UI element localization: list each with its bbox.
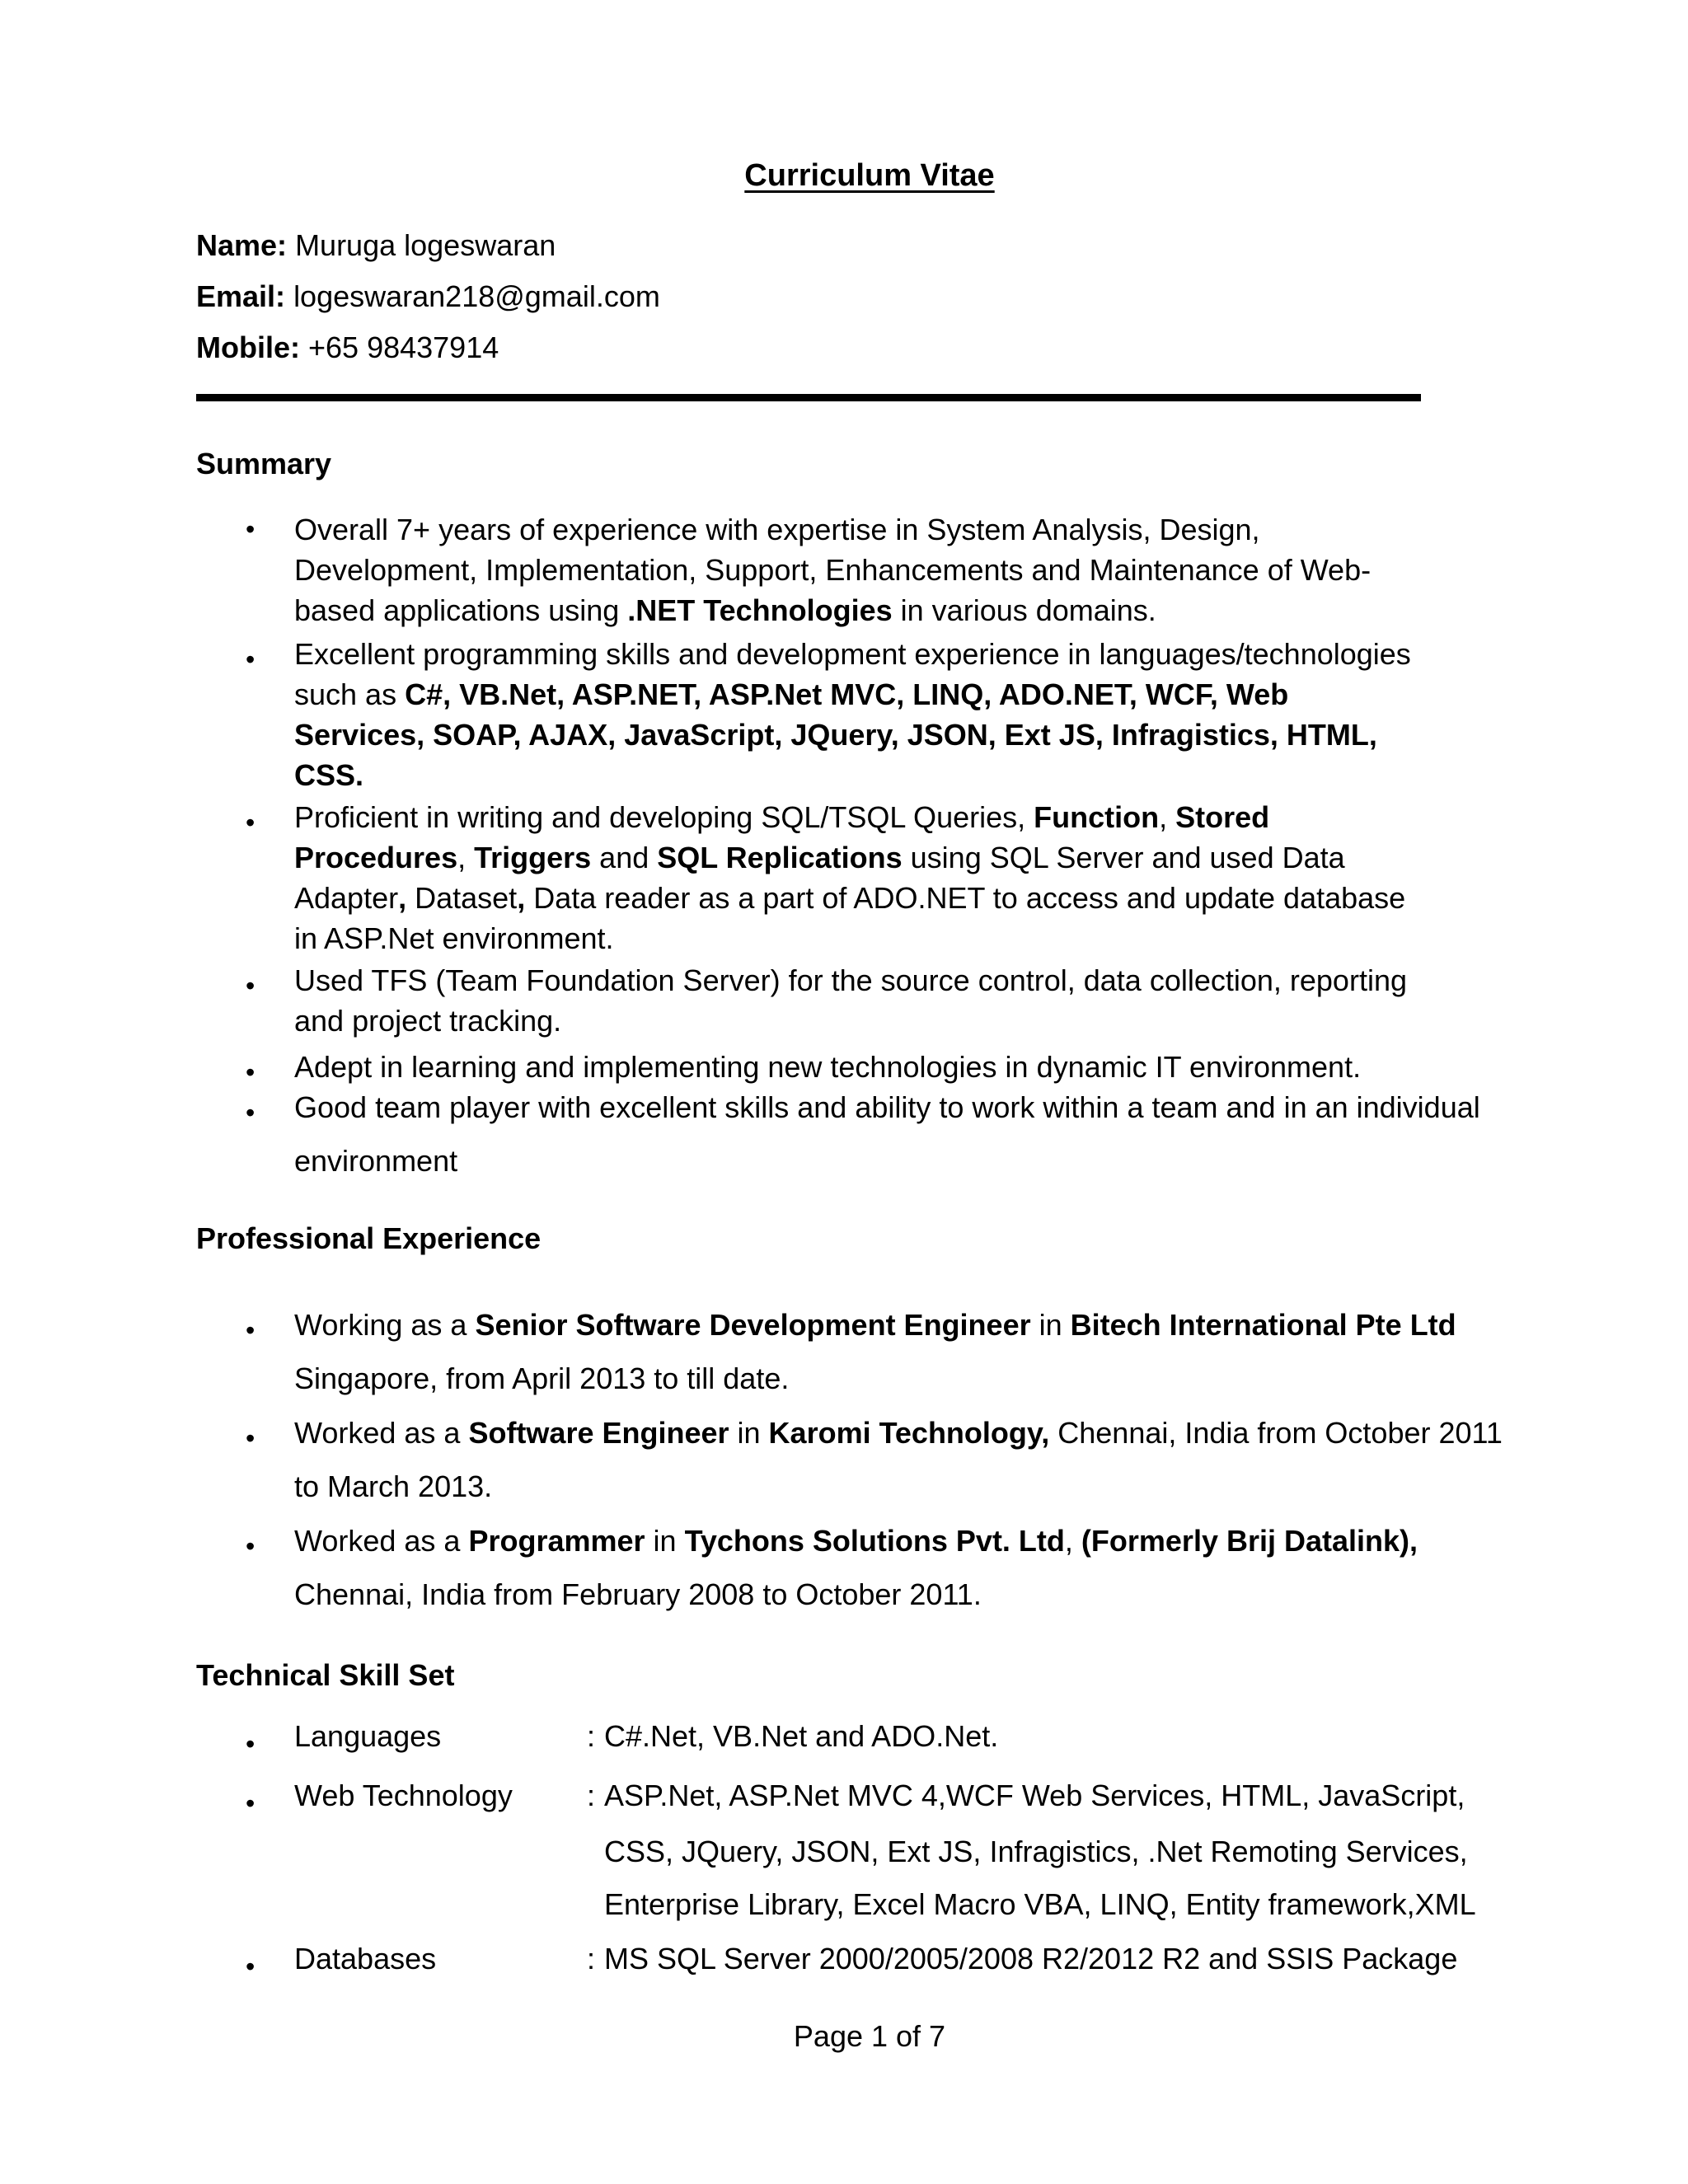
bullet-icon: • bbox=[246, 971, 256, 1001]
skill-value-web-line3: Enterprise Library, Excel Macro VBA, LINQ, Entity framework,XML bbox=[604, 1887, 1476, 1921]
summary-item-sql: Proficient in writing and developing SQL/TSQL Queries, Function, Stored Procedures, Triggers and SQL Replications using SQL Server and used Data Adapter, Dataset, Data reader as a part of ADO.NET to access and update database in ASP.Net environment. bbox=[294, 800, 1406, 955]
summary-item-tfs: Used TFS (Team Foundation Server) for the source control, data collection, reporting and project tracking. bbox=[294, 963, 1407, 1038]
skills-heading: Technical Skill Set bbox=[196, 1658, 455, 1692]
email-value: logeswaran218@gmail.com bbox=[293, 279, 660, 313]
skill-label-languages: Languages bbox=[294, 1719, 442, 1753]
contact-name bbox=[196, 227, 556, 264]
page-number: Page 1 of 7 bbox=[793, 2019, 946, 2053]
summary-item-learning: Adept in learning and implementing new technologies in dynamic IT environment. bbox=[294, 1050, 1362, 1084]
bullet-icon: • bbox=[246, 514, 256, 544]
bullet-icon: • bbox=[246, 1531, 256, 1561]
bullet-icon: • bbox=[246, 1788, 256, 1818]
skill-value-web-line1: ASP.Net, ASP.Net MVC 4,WCF Web Services, HTML, JavaScript, bbox=[604, 1779, 1465, 1812]
skill-label-databases: Databases bbox=[294, 1942, 437, 1975]
skill-value-languages: C#.Net, VB.Net and ADO.Net. bbox=[604, 1719, 999, 1753]
mobile-value: +65 98437914 bbox=[308, 330, 499, 364]
skill-value-web-line2: CSS, JQuery, JSON, Ext JS, Infragistics, .Net Remoting Services, bbox=[604, 1835, 1468, 1868]
bullet-icon: • bbox=[246, 1315, 256, 1345]
name-value: Muruga logeswaran bbox=[295, 228, 556, 262]
page-title: Curriculum Vitae bbox=[744, 158, 995, 193]
experience-item-bitech: Working as a Senior Software Development Engineer in Bitech International Pte Ltd Singapore, from April 2013 to till date. bbox=[294, 1308, 1456, 1395]
skill-colon: : bbox=[587, 1942, 596, 1975]
name-label: Name: bbox=[196, 228, 288, 262]
skill-value-databases: MS SQL Server 2000/2005/2008 R2/2012 R2 and SSIS Package bbox=[604, 1942, 1458, 1975]
summary-item-experience: Overall 7+ years of experience with expertise in System Analysis, Design, Development, Implementation, Support, Enhancements and Maintenance of Web- based applications using .NET Technologies in various domains. bbox=[294, 513, 1372, 627]
summary-heading: Summary bbox=[196, 447, 332, 480]
contact-mobile bbox=[196, 330, 499, 366]
bullet-icon: • bbox=[246, 1952, 256, 1981]
experience-item-karomi: Worked as a Software Engineer in Karomi Technology, Chennai, India from October 2011 to March 2013. bbox=[294, 1416, 1503, 1503]
email-label: Email: bbox=[196, 279, 286, 313]
experience-item-tychons: Worked as a Programmer in Tychons Solutions Pvt. Ltd, (Formerly Brij Datalink), Chennai, India from February 2008 to October 2011. bbox=[294, 1524, 1418, 1611]
bullet-icon: • bbox=[246, 644, 256, 674]
skill-label-web: Web Technology bbox=[294, 1779, 513, 1812]
header-divider bbox=[196, 394, 1421, 401]
bullet-icon: • bbox=[246, 1098, 256, 1127]
bullet-icon: • bbox=[246, 1057, 256, 1087]
experience-heading: Professional Experience bbox=[196, 1221, 542, 1255]
mobile-label: Mobile: bbox=[196, 330, 300, 364]
contact-email bbox=[196, 279, 660, 315]
summary-item-programming: Excellent programming skills and development experience in languages/technologies such as C#, VB.Net, ASP.NET, ASP.Net MVC, LINQ, ADO.NET, WCF, Web Services, SOAP, AJAX, JavaScript, JQuery, JSON, Ext JS, Infragistics, HTML, CSS. bbox=[294, 637, 1411, 792]
summary-item-teamwork: Good team player with excellent skills and ability to work within a team and in an individual environment bbox=[294, 1090, 1480, 1178]
bullet-icon: • bbox=[246, 1729, 256, 1759]
skill-colon: : bbox=[587, 1779, 596, 1812]
bullet-icon: • bbox=[246, 1423, 256, 1453]
bullet-icon: • bbox=[246, 808, 256, 837]
skill-colon: : bbox=[587, 1719, 596, 1753]
